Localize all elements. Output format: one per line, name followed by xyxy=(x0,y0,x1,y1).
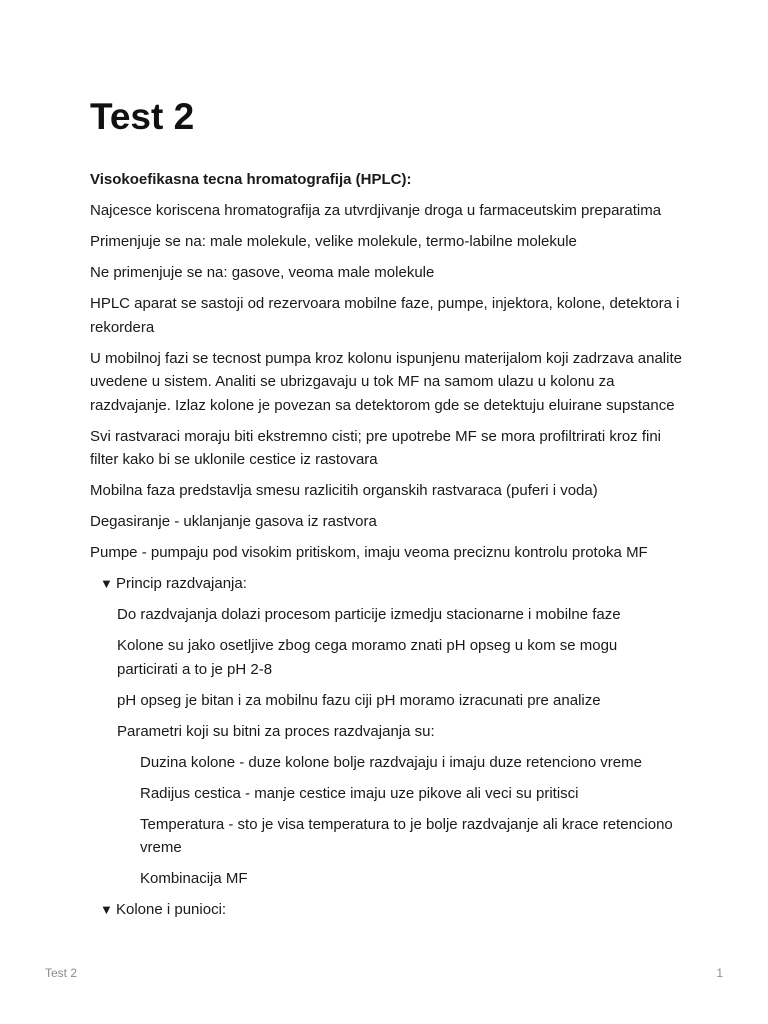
triangle-down-icon[interactable]: ▼ xyxy=(100,576,113,591)
paragraph: Najcesce koriscena hromatografija za utvrdjivanje droga u farmaceutskim preparatima xyxy=(90,202,662,219)
page-title: Test 2 xyxy=(90,96,195,137)
paragraph: Pumpe - pumpaju pod visokim pritiskom, imaju veoma preciznu kontrolu protoka MF xyxy=(90,544,648,561)
toggle-subitem: Kombinacija MF xyxy=(140,870,248,887)
toggle-item: Kolone su jako osetljive zbog cega moramo znati pH opseg u kom se mogu particirati a to je pH 2-8 xyxy=(117,637,618,678)
document-content xyxy=(90,168,682,929)
toggle-item: Parametri koji su bitni za proces razdvajanja su: xyxy=(117,722,435,740)
section-heading: Visokoefikasna tecna hromatografija (HPLC): xyxy=(90,171,412,188)
toggle-label: Kolone i punioci: xyxy=(116,901,227,918)
page-number: 1 xyxy=(716,966,723,980)
paragraph: Mobilna faza predstavlja smesu razlicitih organskih rastvaraca (puferi i voda) xyxy=(90,482,598,499)
toggle-subitem: Duzina kolone - duze kolone bolje razdvajaju i imaju duze retenciono vreme xyxy=(140,753,642,771)
toggle-label: Princip razdvajanja: xyxy=(116,575,247,592)
paragraph: HPLC aparat se sastoji od rezervoara mobilne faze, pumpe, injektora, kolone, detektora i rekordera xyxy=(90,295,680,336)
triangle-down-icon[interactable]: ▼ xyxy=(100,902,113,917)
paragraph: Degasiranje - uklanjanje gasova iz rastvora xyxy=(90,513,377,530)
paragraph: Svi rastvaraci moraju biti ekstremno cisti; pre upotrebe MF se mora profiltrirati kroz fini filter kako bi se uklonile cestice iz rastovara xyxy=(90,427,662,468)
toggle-subitem: Temperatura - sto je visa temperatura to je bolje razdvajanje ali krace retenciono vreme xyxy=(140,815,673,856)
paragraph: Ne primenjuje se na: gasove, veoma male molekule xyxy=(90,264,435,281)
toggle-item: Do razdvajanja dolazi procesom particije izmedju stacionarne i mobilne faze xyxy=(117,606,621,623)
toggle-kolone-i-punioci[interactable] xyxy=(100,898,682,922)
paragraph: Primenjuje se na: male molekule, velike molekule, termo-labilne molekule xyxy=(90,233,577,250)
toggle-princip-razdvajanja[interactable] xyxy=(100,572,682,596)
paragraph: U mobilnoj fazi se tecnost pumpa kroz kolonu ispunjenu materijalom koji zadrzava analite uvedene u sistem. Analiti se ubrizgavaju u tok MF na samom ulazu u kolonu za razdvajanje. Izlaz kolone je povezan sa detektorom gde se detektuju eluirane supstance xyxy=(90,349,682,414)
toggle-subitem: Radijus cestica - manje cestice imaju uze pikove ali veci su pritisci xyxy=(140,784,579,802)
footer-title: Test 2 xyxy=(45,966,78,980)
toggle-item: pH opseg je bitan i za mobilnu fazu ciji pH moramo izracunati pre analize xyxy=(117,691,601,709)
